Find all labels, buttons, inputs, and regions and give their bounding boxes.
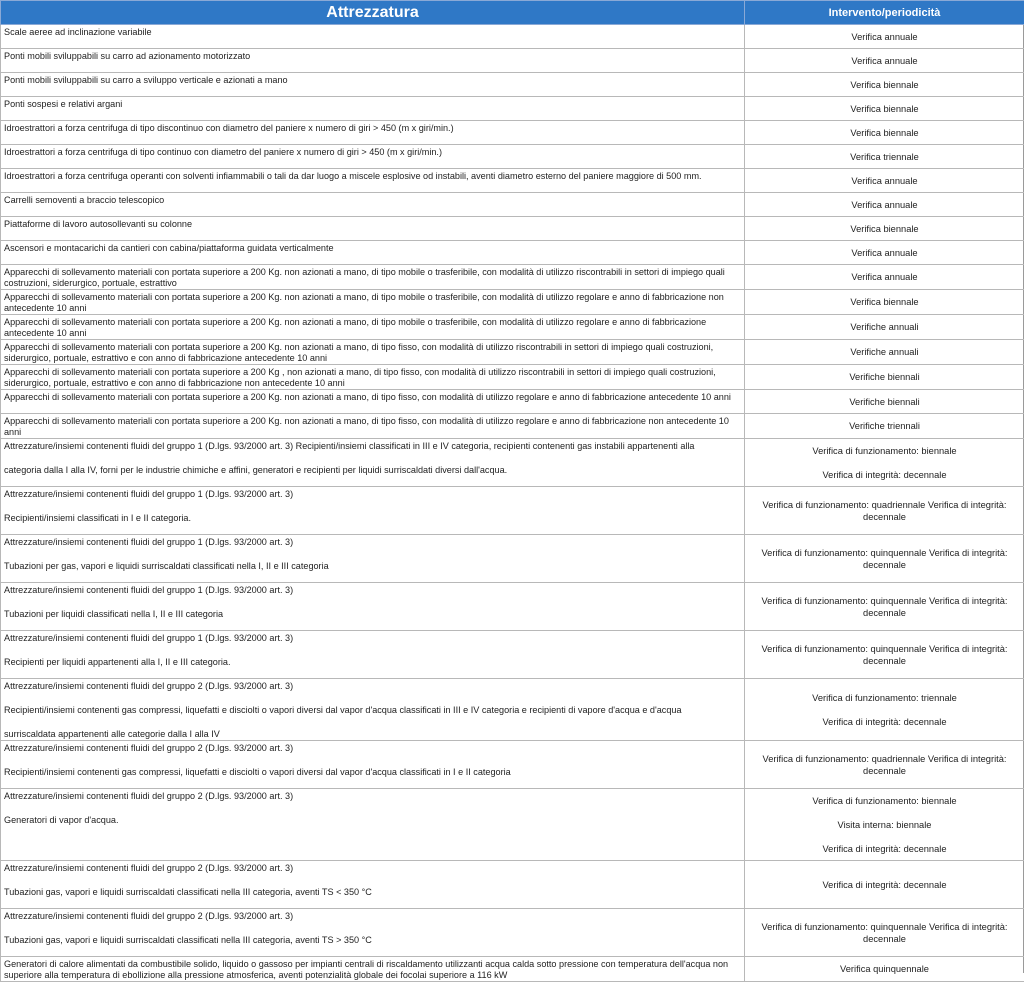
equipment-text: Attrezzature/insiemi contenenti fluidi del gruppo 2 (D.lgs. 93/2000 art. 3) <box>4 863 741 874</box>
equipment-text: Apparecchi di sollevamento materiali con portata superiore a 200 Kg. non azionati a mano, di tipo fisso, con modalità di utilizzo riscontrabili in settori di impiego quali costruzioni, siderurgico, portuale, estrattivo e con anno di fabbricazione antecedente 10 anni <box>4 342 741 364</box>
equipment-text: Generatori di calore alimentati da combustibile solido, liquido o gassoso per impianti centrali di riscaldamento utilizzanti acqua calda sotto pressione con temperatura dell'acqua non superiore alla temperatura di ebollizione alla pressione atmosferica, aventi potenzialità globale dei focolai superiore a 116 kW <box>4 959 741 981</box>
equipment-text: Generatori di vapor d'acqua. <box>4 815 741 826</box>
equipment-text: Attrezzature/insiemi contenenti fluidi del gruppo 2 (D.lgs. 93/2000 art. 3) <box>4 743 741 754</box>
equipment-text: Attrezzature/insiemi contenenti fluidi del gruppo 1 (D.lgs. 93/2000 art. 3) <box>4 585 741 596</box>
table-row <box>1 957 1024 982</box>
equipment-cell <box>1 414 745 439</box>
interval-text: Verifica biennale <box>748 127 1021 139</box>
interval-text: Verifica di funzionamento: biennale <box>748 445 1021 457</box>
interval-text: Verifica annuale <box>748 199 1021 211</box>
interval-text: Verifica di integrità: decennale <box>748 469 1021 481</box>
interval-text: Verifica annuale <box>748 175 1021 187</box>
interval-cell <box>745 861 1024 909</box>
equipment-text: Idroestrattori a forza centrifuga operanti con solventi infiammabili o tali da dar luogo a miscele esplosive od instabili, aventi diametro esterno del paniere maggiore di 500 mm. <box>4 171 741 182</box>
interval-cell <box>745 49 1024 73</box>
equipment-text: Tubazioni gas, vapori e liquidi surriscaldati classificati nella III categoria, aventi TS < 350 °C <box>4 887 741 898</box>
equipment-text: Ponti mobili sviluppabili su carro a sviluppo verticale e azionati a mano <box>4 75 741 86</box>
equipment-text: Attrezzature/insiemi contenenti fluidi del gruppo 1 (D.lgs. 93/2000 art. 3) <box>4 633 741 644</box>
interval-text: Verifiche annuali <box>748 346 1021 358</box>
table-row <box>1 861 1024 909</box>
equipment-text: Scale aeree ad inclinazione variabile <box>4 27 741 38</box>
interval-text: Verifica di funzionamento: quinquennale Verifica di integrità: decennale <box>748 595 1021 619</box>
equipment-text: Recipienti/insiemi classificati in I e II categoria. <box>4 513 741 524</box>
interval-text: Verifica annuale <box>748 31 1021 43</box>
column-header-equipment: Attrezzatura <box>1 1 745 25</box>
interval-text: Verifica di integrità: decennale <box>748 716 1021 728</box>
table-row <box>1 315 1024 340</box>
equipment-cell <box>1 340 745 365</box>
interval-text: Verifica biennale <box>748 223 1021 235</box>
equipment-text: Recipienti/insiemi contenenti gas compressi, liquefatti e disciolti o vapori diversi dal vapor d'acqua classificati in III e IV categoria e recipienti di vapore d'acqua e d'acqua <box>4 705 741 716</box>
equipment-cell <box>1 365 745 390</box>
table-row <box>1 535 1024 583</box>
interval-cell <box>745 193 1024 217</box>
interval-cell <box>745 97 1024 121</box>
interval-cell <box>745 414 1024 439</box>
table-row <box>1 169 1024 193</box>
interval-text: Verifica biennale <box>748 103 1021 115</box>
interval-cell <box>745 789 1024 861</box>
equipment-cell <box>1 487 745 535</box>
equipment-text: Tubazioni gas, vapori e liquidi surriscaldati classificati nella III categoria, aventi TS > 350 °C <box>4 935 741 946</box>
table-row <box>1 631 1024 679</box>
equipment-text: Apparecchi di sollevamento materiali con portata superiore a 200 Kg. non azionati a mano, di tipo fisso, con modalità di utilizzo regolare e anno di fabbricazione non antecedente 10 anni <box>4 416 741 438</box>
interval-text: Verifica annuale <box>748 55 1021 67</box>
equipment-cell <box>1 679 745 741</box>
equipment-text: Apparecchi di sollevamento materiali con portata superiore a 200 Kg , non azionati a mano, di tipo fisso, con modalità di utilizzo riscontrabili in settori di impiego quali costruzioni, siderurgico, portuale, estrattivo e con anno di fabbricazione non antecedente 10 anni <box>4 367 741 389</box>
interval-cell <box>745 631 1024 679</box>
table-row <box>1 145 1024 169</box>
equipment-text: Attrezzature/insiemi contenenti fluidi del gruppo 1 (D.lgs. 93/2000 art. 3) <box>4 537 741 548</box>
table-row <box>1 789 1024 861</box>
equipment-text: Attrezzature/insiemi contenenti fluidi del gruppo 2 (D.lgs. 93/2000 art. 3) <box>4 681 741 692</box>
table-row <box>1 741 1024 789</box>
interval-text: Verifica di integrità: decennale <box>748 879 1021 891</box>
equipment-text: Apparecchi di sollevamento materiali con portata superiore a 200 Kg. non azionati a mano, di tipo fisso, con modalità di utilizzo regolare e anno di fabbricazione antecedente 10 anni <box>4 392 741 403</box>
equipment-text: Attrezzature/insiemi contenenti fluidi del gruppo 1 (D.lgs. 93/2000 art. 3) <box>4 489 741 500</box>
equipment-text: surriscaldata appartenenti alle categorie dalla I alla IV <box>4 729 741 740</box>
equipment-cell <box>1 73 745 97</box>
table-row <box>1 121 1024 145</box>
table-row <box>1 439 1024 487</box>
interval-text: Verifiche annuali <box>748 321 1021 333</box>
equipment-cell <box>1 169 745 193</box>
interval-cell <box>745 583 1024 631</box>
table-row <box>1 217 1024 241</box>
equipment-cell <box>1 145 745 169</box>
interval-text: Verifica di funzionamento: quadriennale Verifica di integrità: decennale <box>748 753 1021 777</box>
interval-cell <box>745 340 1024 365</box>
equipment-cell <box>1 741 745 789</box>
interval-cell <box>745 290 1024 315</box>
table-row <box>1 679 1024 741</box>
equipment-text: Recipienti/insiemi contenenti gas compressi, liquefatti e disciolti o vapori diversi dal vapor d'acqua classificati in I e II categoria <box>4 767 741 778</box>
interval-cell <box>745 241 1024 265</box>
equipment-cell <box>1 909 745 957</box>
equipment-cell <box>1 241 745 265</box>
equipment-cell <box>1 49 745 73</box>
table-row <box>1 49 1024 73</box>
equipment-cell <box>1 121 745 145</box>
interval-cell <box>745 73 1024 97</box>
table-body <box>1 25 1024 982</box>
interval-cell <box>745 365 1024 390</box>
interval-cell <box>745 957 1024 982</box>
interval-text: Verifica di integrità: decennale <box>748 843 1021 855</box>
interval-cell <box>745 217 1024 241</box>
equipment-text: Attrezzature/insiemi contenenti fluidi del gruppo 1 (D.lgs. 93/2000 art. 3) Recipienti/insiemi classificati in III e IV categoria, recipienti contenenti gas instabili appartenenti alla <box>4 441 741 452</box>
equipment-cell <box>1 290 745 315</box>
interval-text: Verifiche biennali <box>748 371 1021 383</box>
interval-cell <box>745 909 1024 957</box>
table-row <box>1 25 1024 49</box>
equipment-text: Idroestrattori a forza centrifuga di tipo continuo con diametro del paniere x numero di giri > 450 (m x giri/min.) <box>4 147 741 158</box>
equipment-text: Tubazioni per gas, vapori e liquidi surriscaldati classificati nella I, II e III categoria <box>4 561 741 572</box>
table-row <box>1 365 1024 390</box>
table-row <box>1 487 1024 535</box>
interval-cell <box>745 741 1024 789</box>
table-header-row <box>1 1 1024 25</box>
interval-cell <box>745 535 1024 583</box>
equipment-cell <box>1 265 745 290</box>
interval-cell <box>745 390 1024 414</box>
equipment-cell <box>1 315 745 340</box>
table-row <box>1 265 1024 290</box>
interval-text: Verifiche biennali <box>748 396 1021 408</box>
equipment-cell <box>1 957 745 982</box>
interval-cell <box>745 315 1024 340</box>
equipment-cell <box>1 535 745 583</box>
table-row <box>1 290 1024 315</box>
equipment-cell <box>1 583 745 631</box>
equipment-text: Idroestrattori a forza centrifuga di tipo discontinuo con diametro del paniere x numero di giri > 450 (m x giri/min.) <box>4 123 741 134</box>
equipment-cell <box>1 193 745 217</box>
table-row <box>1 73 1024 97</box>
equipment-cell <box>1 789 745 861</box>
equipment-cell <box>1 217 745 241</box>
interval-text: Verifica di funzionamento: quinquennale Verifica di integrità: decennale <box>748 643 1021 667</box>
interval-text: Verifica quinquennale <box>748 963 1021 975</box>
interval-cell <box>745 121 1024 145</box>
interval-text: Verifica triennale <box>748 151 1021 163</box>
interval-text: Verifica di funzionamento: triennale <box>748 692 1021 704</box>
equipment-cell <box>1 631 745 679</box>
equipment-text: Apparecchi di sollevamento materiali con portata superiore a 200 Kg. non azionati a mano, di tipo mobile o trasferibile, con modalità di utilizzo riscontrabili in settori di impiego quali costruzioni, siderurgico, portuale, estrattivo <box>4 267 741 289</box>
equipment-cell <box>1 439 745 487</box>
interval-text: Verifica annuale <box>748 271 1021 283</box>
table-row <box>1 414 1024 439</box>
table-row <box>1 909 1024 957</box>
equipment-text: Tubazioni per liquidi classificati nella I, II e III categoria <box>4 609 741 620</box>
interval-text: Verifica biennale <box>748 296 1021 308</box>
interval-text: Verifica di funzionamento: quinquennale Verifica di integrità: decennale <box>748 547 1021 571</box>
table-row <box>1 97 1024 121</box>
equipment-text: Attrezzature/insiemi contenenti fluidi del gruppo 2 (D.lgs. 93/2000 art. 3) <box>4 911 741 922</box>
interval-text: Verifica di funzionamento: quadriennale Verifica di integrità: decennale <box>748 499 1021 523</box>
table-row <box>1 583 1024 631</box>
equipment-cell <box>1 97 745 121</box>
table-row <box>1 390 1024 414</box>
interval-text: Verifica biennale <box>748 79 1021 91</box>
equipment-text: Carrelli semoventi a braccio telescopico <box>4 195 741 206</box>
column-header-interval: Intervento/periodicità <box>745 1 1024 25</box>
equipment-text: Piattaforme di lavoro autosollevanti su colonne <box>4 219 741 230</box>
equipment-text: Ponti sospesi e relativi argani <box>4 99 741 110</box>
interval-cell <box>745 169 1024 193</box>
equipment-cell <box>1 390 745 414</box>
table-row <box>1 193 1024 217</box>
interval-cell <box>745 679 1024 741</box>
table-row <box>1 340 1024 365</box>
table-row <box>1 241 1024 265</box>
interval-text: Verifica annuale <box>748 247 1021 259</box>
interval-cell <box>745 487 1024 535</box>
equipment-text: Ponti mobili sviluppabili su carro ad azionamento motorizzato <box>4 51 741 62</box>
equipment-text: Recipienti per liquidi appartenenti alla I, II e III categoria. <box>4 657 741 668</box>
equipment-text: Apparecchi di sollevamento materiali con portata superiore a 200 Kg. non azionati a mano, di tipo mobile o trasferibile, con modalità di utilizzo regolare e anno di fabbricazione antecedente 10 anni <box>4 317 741 339</box>
equipment-cell <box>1 861 745 909</box>
interval-cell <box>745 439 1024 487</box>
interval-text: Visita interna: biennale <box>748 819 1021 831</box>
interval-cell <box>745 145 1024 169</box>
equipment-cell <box>1 25 745 49</box>
equipment-text: Ascensori e montacarichi da cantieri con cabina/piattaforma guidata verticalmente <box>4 243 741 254</box>
interval-text: Verifiche triennali <box>748 420 1021 432</box>
equipment-text: categoria dalla I alla IV, forni per le industrie chimiche e affini, generatori e recipienti per liquidi surriscaldati diversi dall'acqua. <box>4 465 741 476</box>
interval-cell <box>745 25 1024 49</box>
equipment-text: Attrezzature/insiemi contenenti fluidi del gruppo 2 (D.lgs. 93/2000 art. 3) <box>4 791 741 802</box>
interval-text: Verifica di funzionamento: biennale <box>748 795 1021 807</box>
interval-text: Verifica di funzionamento: quinquennale Verifica di integrità: decennale <box>748 921 1021 945</box>
equipment-text: Apparecchi di sollevamento materiali con portata superiore a 200 Kg. non azionati a mano, di tipo mobile o trasferibile, con modalità di utilizzo regolare e anno di fabbricazione non antecedente 10 anni <box>4 292 741 314</box>
interval-cell <box>745 265 1024 290</box>
